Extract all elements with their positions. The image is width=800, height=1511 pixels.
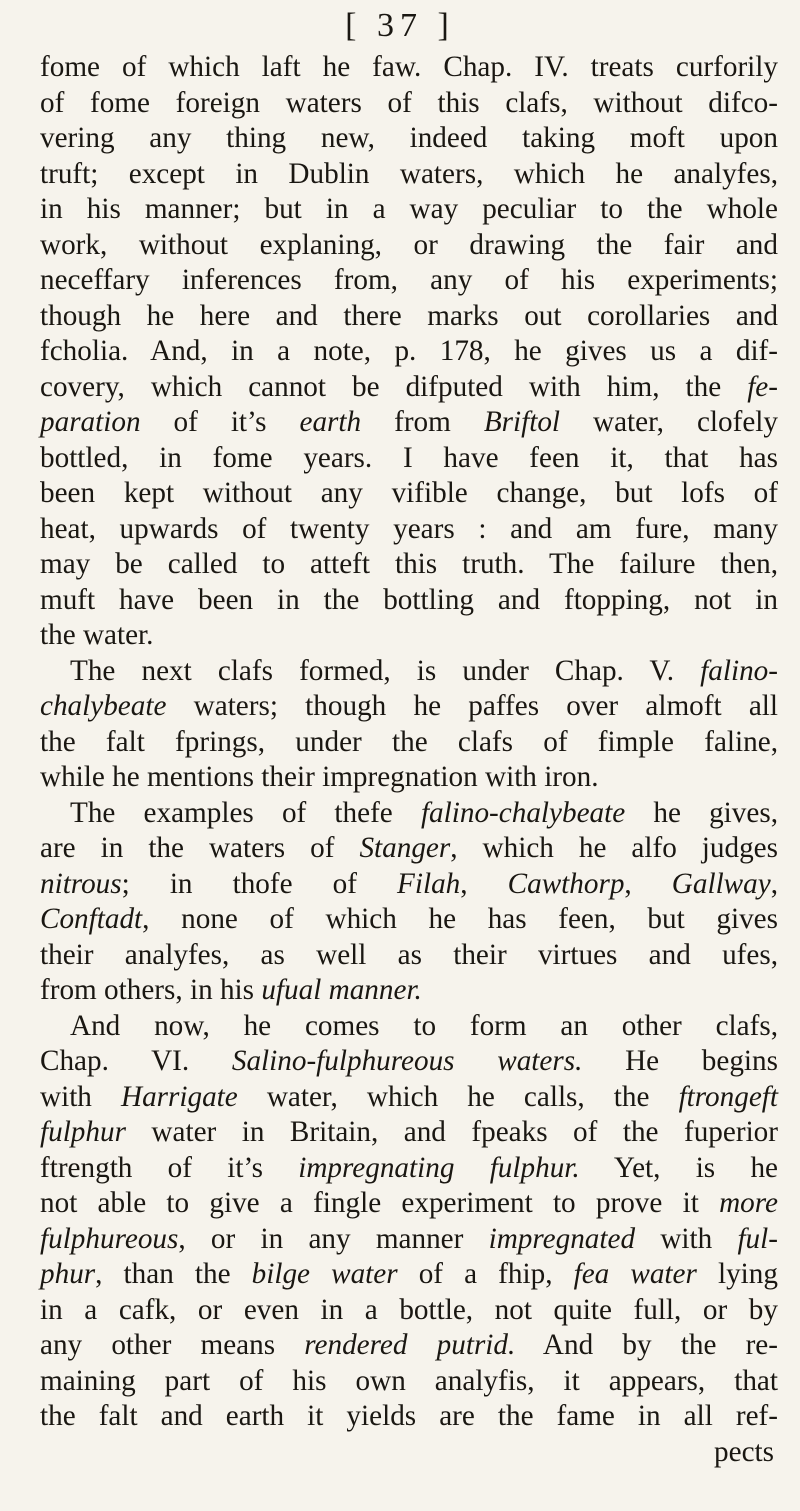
italic-text-run: Cawthorp — [507, 867, 625, 900]
text-line — [40, 299, 778, 335]
text-run: The examples of thefe — [70, 796, 421, 829]
text-run: fome of which laft he faw. Chap. IV. treats curforily — [40, 51, 778, 83]
text-line — [40, 1328, 778, 1364]
text-run: of fome foreign waters of this clafs, without difco- — [40, 86, 778, 119]
text-run: are in the waters of — [40, 832, 360, 864]
text-line — [40, 441, 778, 477]
text-run: of a fhip, — [397, 1258, 574, 1290]
italic-text-run: Filah — [397, 867, 461, 900]
text-line — [40, 476, 778, 512]
text-run: , which he alfo judges — [450, 832, 778, 864]
italic-text-run: impregnating fulphur. — [298, 1151, 580, 1184]
italic-text-run: ftrongeft — [678, 1080, 779, 1113]
text-line — [40, 1257, 778, 1293]
text-line — [40, 1009, 778, 1045]
text-run: And now, he comes to form an other clafs, — [70, 1009, 778, 1042]
text-line — [40, 938, 778, 974]
text-run: waters; though he paffes over almoft all — [166, 690, 778, 722]
italic-text-run: earth — [299, 406, 362, 438]
text-run: , than the — [95, 1258, 252, 1290]
text-line — [40, 228, 778, 264]
text-run: , — [770, 867, 779, 900]
italic-text-run: paration — [40, 406, 141, 438]
text-run: ; in thofe of — [121, 867, 398, 900]
text-run: ftrength of it’s — [40, 1151, 299, 1184]
text-line — [40, 689, 778, 725]
italic-text-run: Salino-fulphureous waters. — [231, 1045, 583, 1077]
text-line — [40, 1364, 778, 1400]
text-run: fcholia. And, in a note, p. 178, he gives us a dif- — [40, 335, 778, 367]
text-run: maining part of his own analyfis, it appears, that — [40, 1364, 778, 1397]
text-line — [40, 263, 778, 299]
italic-text-run: falino- — [700, 654, 778, 687]
italic-text-run: Briftol — [483, 406, 561, 438]
text-line — [40, 192, 778, 228]
italic-text-run: chalybeate — [40, 690, 167, 722]
text-run: he gives, — [625, 796, 778, 829]
text-run: He begins — [582, 1045, 778, 1077]
text-run: though he here and there marks out corollaries and — [40, 299, 778, 332]
text-run: water, clofely — [560, 406, 778, 438]
text-run: muft have been in the bottling and ftopping, not in — [40, 583, 778, 616]
text-line — [40, 1151, 778, 1187]
text-run: with — [40, 1080, 121, 1113]
text-line — [40, 1115, 778, 1151]
text-run: the falt and earth it yields are the fame in all ref- — [40, 1400, 778, 1432]
italic-text-run: fe- — [747, 370, 778, 403]
italic-text-run: bilge water — [251, 1258, 398, 1290]
text-run: of it’s — [140, 406, 300, 438]
text-line — [40, 973, 778, 1009]
text-run: work, without explaning, or drawing the fair and — [40, 228, 778, 261]
italic-text-run: nitrous — [40, 867, 122, 900]
text-run: in a cafk, or even in a bottle, not quite full, or by — [40, 1293, 778, 1326]
text-run: vering any thing new, indeed taking moft upon — [40, 122, 778, 154]
text-line — [40, 867, 778, 903]
text-line — [40, 1044, 778, 1080]
text-run: from others, in his — [40, 974, 262, 1006]
italic-text-run: impregnated — [488, 1222, 636, 1255]
text-run: neceffary inferences from, any of his experiments; — [40, 264, 778, 296]
text-run: may be called to atteft this truth. The failure then, — [40, 548, 778, 580]
text-run: bottled, in fome years. I have feen it, that has — [40, 441, 778, 474]
text-line — [40, 512, 778, 548]
text-run: lying — [696, 1258, 778, 1290]
text-line — [40, 86, 778, 122]
body-text — [40, 50, 778, 1470]
text-run: not able to give a fingle experiment to prove it — [40, 1187, 720, 1219]
text-run: the water. — [40, 619, 154, 651]
text-line — [40, 1293, 778, 1329]
text-run: been kept without any vifible change, but lofs of — [40, 477, 778, 509]
text-line — [40, 1399, 778, 1435]
text-line — [40, 547, 778, 583]
text-line — [40, 334, 778, 370]
italic-text-run: Stanger — [359, 832, 451, 864]
italic-text-run: rendered putrid. — [304, 1329, 516, 1361]
italic-text-run: falino-chalybeate — [420, 796, 626, 829]
text-line — [40, 50, 778, 86]
text-run: in his manner; but in a way peculiar to the whole — [40, 193, 778, 225]
italic-text-run: ufual manner. — [261, 974, 422, 1006]
text-line — [40, 1186, 778, 1222]
italic-text-run: ful- — [737, 1222, 778, 1255]
text-line — [40, 796, 778, 832]
text-run: covery, which cannot be difputed with him, the — [40, 370, 748, 403]
text-run: any other means — [40, 1329, 305, 1361]
text-line — [40, 157, 778, 193]
text-run: water in Britain, and fpeaks of the fuperior — [125, 1116, 778, 1148]
text-line — [40, 1222, 778, 1258]
text-run: , — [624, 867, 672, 900]
text-run: from — [361, 406, 484, 438]
text-run: heat, upwards of twenty years : and am fure, many — [40, 512, 778, 545]
text-line — [40, 902, 778, 938]
italic-text-run: fea water — [573, 1258, 697, 1290]
text-run: while he mentions their impregnation with iron. — [40, 761, 599, 793]
italic-text-run: fulphur — [40, 1116, 126, 1148]
italic-text-run: phur — [40, 1258, 96, 1290]
italic-text-run: fulphureous — [40, 1222, 179, 1255]
text-line — [40, 831, 778, 867]
text-line — [40, 618, 778, 654]
text-line — [40, 370, 778, 406]
text-line — [40, 1080, 778, 1116]
text-line — [40, 405, 778, 441]
page-number: [ 37 ] — [345, 7, 455, 44]
text-run: truft; except in Dublin waters, which he analyfes, — [40, 157, 778, 190]
italic-text-run: Harrigate — [120, 1080, 238, 1113]
text-line — [40, 654, 778, 690]
text-run: The next clafs formed, is under Chap. V. — [70, 654, 701, 687]
text-line — [40, 121, 778, 157]
text-line — [40, 725, 778, 761]
text-run: , — [460, 867, 508, 900]
text-run: Yet, is he — [579, 1151, 778, 1184]
text-run: water, which he calls, the — [237, 1080, 679, 1113]
text-run: with — [635, 1222, 738, 1255]
italic-text-run: more — [719, 1187, 778, 1219]
text-run: , or in any manner — [178, 1222, 489, 1255]
text-line — [40, 760, 778, 796]
text-run: the falt fprings, under the clafs of fimple faline, — [40, 725, 778, 758]
text-line — [40, 583, 778, 619]
text-run: pects — [714, 1435, 774, 1468]
text-run: , none of which he has feen, but gives — [142, 903, 778, 935]
text-run: And by the re- — [515, 1329, 778, 1361]
italic-text-run: Conftadt — [40, 903, 143, 935]
italic-text-run: Gallway — [671, 867, 771, 900]
text-run: Chap. VI. — [40, 1045, 232, 1077]
text-run: their analyfes, as well as their virtues and ufes, — [40, 938, 778, 971]
text-line — [40, 1435, 778, 1471]
